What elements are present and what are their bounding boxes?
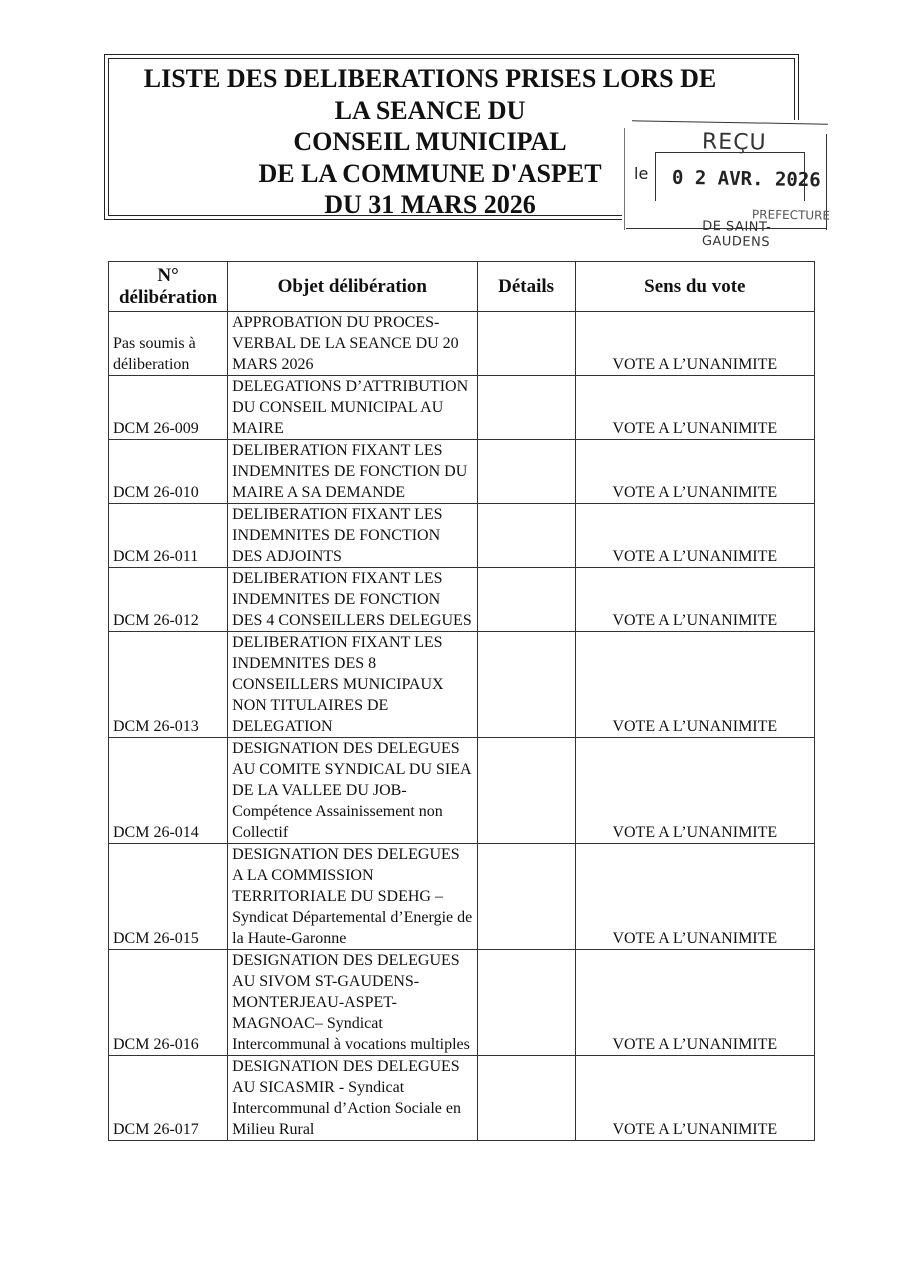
- header-num-line1: N°: [157, 264, 179, 286]
- cell-details: [477, 440, 575, 504]
- cell-objet: DELIBERATION FIXANT LES INDEMNITES DE FONCTION DES ADJOINTS: [228, 504, 477, 568]
- cell-vote: VOTE A L’UNANIMITE: [575, 504, 814, 568]
- table-row: [109, 632, 815, 738]
- cell-details: [477, 738, 575, 844]
- title-line: DE LA COMMUNE D'ASPET: [258, 158, 602, 188]
- cell-num: DCM 26-012: [109, 568, 228, 632]
- cell-details: [477, 950, 575, 1056]
- cell-num: DCM 26-010: [109, 440, 228, 504]
- cell-num: DCM 26-015: [109, 844, 228, 950]
- cell-num: DCM 26-011: [109, 504, 228, 568]
- cell-objet: APPROBATION DU PROCES-VERBAL DE LA SEANCE DU 20 MARS 2026: [228, 312, 477, 376]
- cell-vote: VOTE A L’UNANIMITE: [575, 738, 814, 844]
- table-row: [109, 738, 815, 844]
- header-num-line2: délibération: [118, 286, 218, 308]
- header-objet: Objet délibération: [228, 262, 477, 312]
- title-line: LA SEANCE DU: [334, 95, 526, 125]
- cell-vote: VOTE A L’UNANIMITE: [575, 1056, 814, 1141]
- cell-objet: DESIGNATION DES DELEGUES AU SIVOM ST-GAUDENS-MONTERJEAU-ASPET-MAGNOAC– Syndicat Intercommunal à vocations multiples: [228, 950, 477, 1056]
- cell-details: [477, 376, 575, 440]
- cell-num: DCM 26-017: [109, 1056, 228, 1141]
- table-row: [109, 312, 815, 376]
- cell-objet: DELEGATIONS D’ATTRIBUTION DU CONSEIL MUNICIPAL AU MAIRE: [228, 376, 477, 440]
- header-sens: Sens du vote: [575, 262, 814, 312]
- cell-details: [477, 1056, 575, 1141]
- cell-objet: DELIBERATION FIXANT LES INDEMNITES DE FONCTION DU MAIRE A SA DEMANDE: [228, 440, 477, 504]
- cell-vote: VOTE A L’UNANIMITE: [575, 376, 814, 440]
- table-row: [109, 1056, 815, 1141]
- cell-objet: DESIGNATION DES DELEGUES A LA COMMISSION TERRITORIALE DU SDEHG – Syndicat Départemental d’Energie de la Haute-Garonne: [228, 844, 477, 950]
- stamp-subprefecture: DE SAINT-GAUDENS: [701, 218, 772, 251]
- table-row: [109, 950, 815, 1056]
- cell-num: Pas soumis à déliberation: [109, 312, 228, 376]
- table-row: [109, 440, 815, 504]
- table-header-row: [109, 262, 815, 312]
- received-stamp: [622, 120, 831, 251]
- cell-details: [477, 844, 575, 950]
- stamp-date: 0 2 AVR. 2026: [671, 166, 821, 192]
- header-num: [109, 262, 228, 312]
- stamp-border: [624, 128, 625, 230]
- cell-vote: VOTE A L’UNANIMITE: [575, 440, 814, 504]
- cell-vote: VOTE A L’UNANIMITE: [575, 950, 814, 1056]
- deliberations-table: [108, 261, 815, 1141]
- stamp-recu: REÇU: [701, 129, 767, 156]
- cell-objet: DELIBERATION FIXANT LES INDEMNITES DES 8 CONSEILLERS MUNICIPAUX NON TITULAIRES DE DELEGATION: [228, 632, 477, 738]
- cell-details: [477, 568, 575, 632]
- cell-objet: DESIGNATION DES DELEGUES AU COMITE SYNDICAL DU SIEA DE LA VALLEE DU JOB-Compétence Assainissement non Collectif: [228, 738, 477, 844]
- cell-num: DCM 26-013: [109, 632, 228, 738]
- cell-num: DCM 26-009: [109, 376, 228, 440]
- cell-details: [477, 504, 575, 568]
- cell-num: DCM 26-014: [109, 738, 228, 844]
- cell-vote: VOTE A L’UNANIMITE: [575, 632, 814, 738]
- cell-vote: VOTE A L’UNANIMITE: [575, 568, 814, 632]
- table-row: [109, 504, 815, 568]
- table-row: [109, 376, 815, 440]
- cell-vote: VOTE A L’UNANIMITE: [575, 844, 814, 950]
- stamp-prefecture: PREFECTURE: [751, 207, 831, 223]
- cell-details: [477, 632, 575, 738]
- stamp-border: [632, 120, 828, 124]
- title-line: DU 31 MARS 2026: [324, 190, 536, 219]
- cell-details: [477, 312, 575, 376]
- header-details: Détails: [477, 262, 575, 312]
- stamp-le: le: [634, 164, 649, 183]
- cell-objet: DESIGNATION DES DELEGUES AU SICASMIR - Syndicat Intercommunal d’Action Sociale en Milieu Rural: [228, 1056, 477, 1141]
- title-line: CONSEIL MUNICIPAL: [293, 127, 567, 156]
- title-line: LISTE DES DELIBERATIONS PRISES LORS DE: [143, 64, 717, 93]
- table-row: [109, 844, 815, 950]
- cell-objet: DELIBERATION FIXANT LES INDEMNITES DE FONCTION DES 4 CONSEILLERS DELEGUES: [228, 568, 477, 632]
- cell-num: DCM 26-016: [109, 950, 228, 1056]
- table-row: [109, 568, 815, 632]
- cell-vote: VOTE A L’UNANIMITE: [575, 312, 814, 376]
